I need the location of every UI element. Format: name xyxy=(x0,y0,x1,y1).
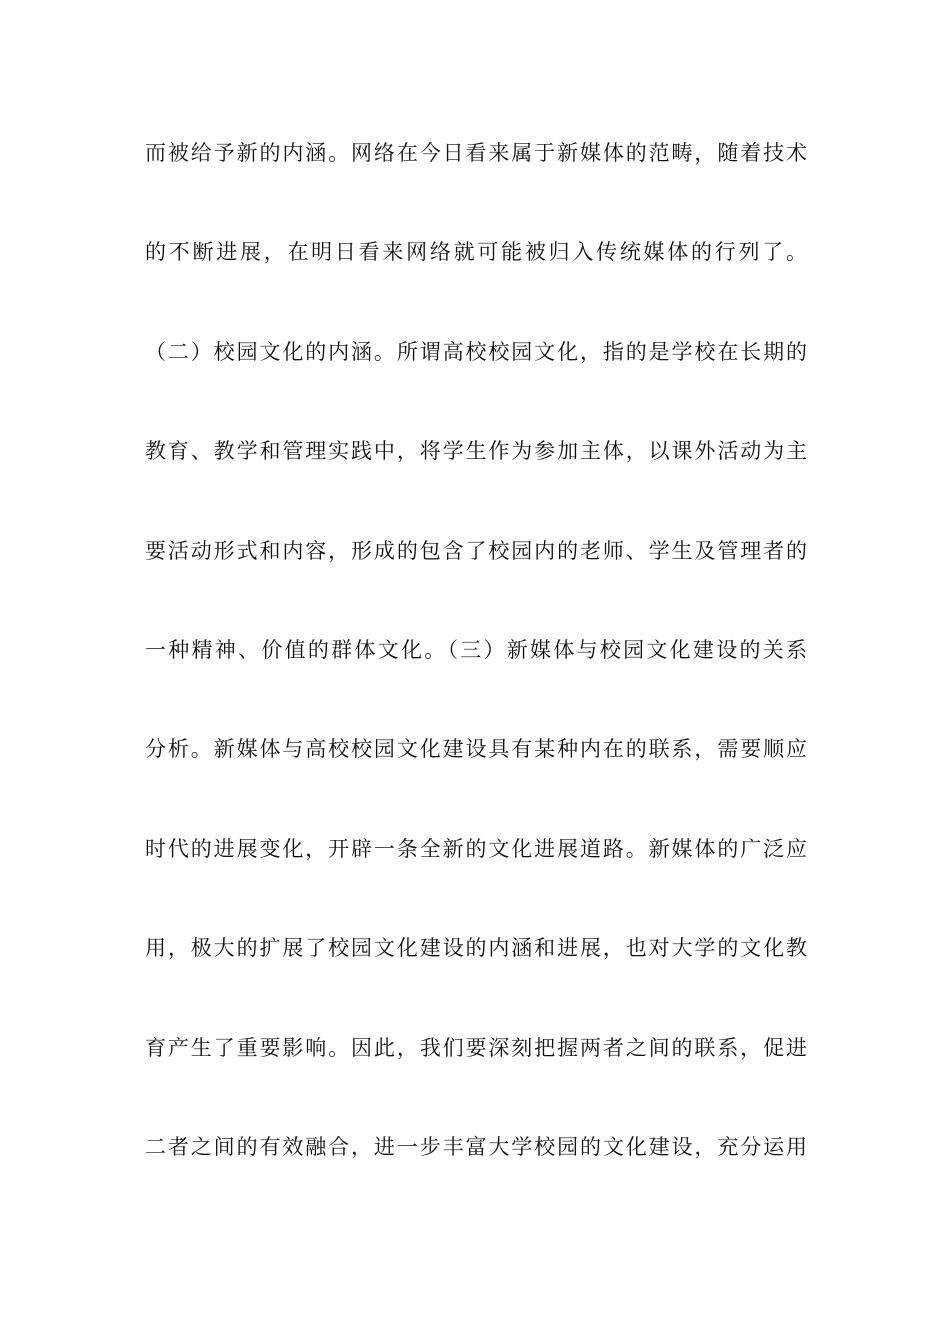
text-line-1: 而被给予新的内涵。网络在今日看来属于新媒体的范畴，随着技术 xyxy=(145,141,807,165)
text-line-4: 教育、教学和管理实践中，将学生作为参加主体，以课外活动为主 xyxy=(145,439,807,464)
text-line-11: 二者之间的有效融合，进一步丰富大学校园的文化建设，充分运用 xyxy=(145,1134,807,1159)
text-line-2: 的不断进展，在明日看来网络就可能被归入传统媒体的行列了。 xyxy=(145,240,807,265)
text-line-7: 分析。新媒体与高校校园文化建设具有某种内在的联系，需要顺应 xyxy=(145,737,807,762)
text-line-10: 育产生了重要影响。因此，我们要深刻把握两者之间的联系，促进 xyxy=(145,1035,807,1060)
text-line-6: 一种精神、价值的群体文化。（三）新媒体与校园文化建设的关系 xyxy=(145,637,807,662)
text-line-8: 时代的进展变化，开辟一条全新的文化进展道路。新媒体的广泛应 xyxy=(145,836,807,861)
body-text xyxy=(145,128,807,1221)
text-line-5: 要活动形式和内容，形成的包含了校园内的老师、学生及管理者的 xyxy=(145,538,807,563)
text-line-3: （二）校园文化的内涵。所谓高校校园文化，指的是学校在长期的 xyxy=(145,339,807,364)
text-line-9: 用，极大的扩展了校园文化建设的内涵和进展，也对大学的文化教 xyxy=(145,936,807,961)
